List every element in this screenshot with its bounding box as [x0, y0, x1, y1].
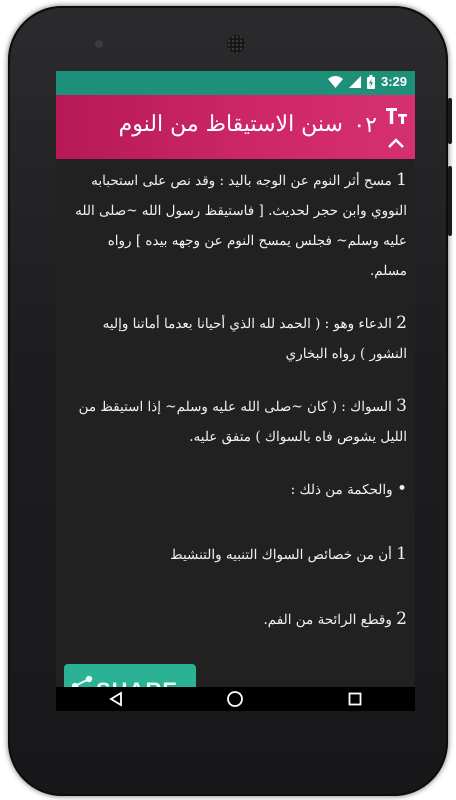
- signal-icon: [349, 76, 361, 88]
- paragraph-text: الدعاء وهو : ( الحمد لله الذي أحيانا بعدما أماتنا وإليه النشور ) رواه البخاري: [102, 316, 407, 362]
- paragraph-text: أن من خصائص السواك التنبيه والتنشيط: [170, 547, 397, 563]
- paragraph: [68, 308, 407, 369]
- recents-button[interactable]: [343, 689, 367, 709]
- paragraph-text: والحكمة من ذلك :: [290, 482, 397, 498]
- item-number: 3: [396, 396, 407, 416]
- item-number: 1: [396, 544, 407, 564]
- back-icon: [108, 691, 124, 707]
- article-content: [56, 159, 415, 679]
- paragraph-text: مسح أثر النوم عن الوجه باليد : وقد نص على استحبابه النووي وابن حجر لحديث. [ فاستيقظ رسول الله ~صلى الله عليه وسلم~ فجلس يمسح النوم عن وجهه بيده ] رواه مسلم.: [75, 173, 407, 279]
- chapter-number: ٠٢: [353, 113, 377, 138]
- page-title: سنن الاستيقاظ من النوم: [118, 112, 343, 137]
- nav-bar: [56, 687, 415, 711]
- item-number: 1: [396, 170, 407, 190]
- paragraph-text: وقطع الرائحة من الفم.: [263, 612, 397, 628]
- status-bar: [56, 71, 415, 95]
- item-number: 2: [396, 313, 407, 333]
- phone-frame: [8, 6, 448, 796]
- earpiece-speaker: [227, 35, 245, 53]
- back-button[interactable]: [104, 689, 128, 709]
- battery-charging-icon: [367, 75, 375, 89]
- front-camera: [95, 40, 103, 48]
- status-time: 3:29: [380, 74, 407, 89]
- paragraph: [68, 165, 407, 286]
- paragraph: [68, 604, 407, 635]
- item-number: 2: [396, 609, 407, 629]
- paragraph: [68, 391, 407, 452]
- bullet-marker: •: [396, 479, 407, 499]
- collapse-button[interactable]: [386, 135, 406, 149]
- paragraph-text: السواك : ( كان ~صلى الله عليه وسلم~ إذا استيقظ من الليل يشوص فاه بالسواك ) متفق عليه.: [78, 399, 407, 445]
- paragraph: [68, 539, 407, 570]
- font-size-icon: [385, 103, 409, 127]
- chevron-up-icon: [386, 136, 406, 150]
- sensor: [262, 42, 267, 47]
- volume-button: [448, 98, 452, 144]
- header-bar: [56, 95, 415, 159]
- power-button: [448, 166, 452, 236]
- paragraph: [68, 474, 407, 505]
- recents-icon: [348, 692, 362, 706]
- home-button[interactable]: [223, 689, 247, 709]
- screen: [56, 71, 415, 711]
- font-size-button[interactable]: [385, 103, 409, 127]
- home-icon: [226, 690, 244, 708]
- wifi-icon: [328, 76, 343, 88]
